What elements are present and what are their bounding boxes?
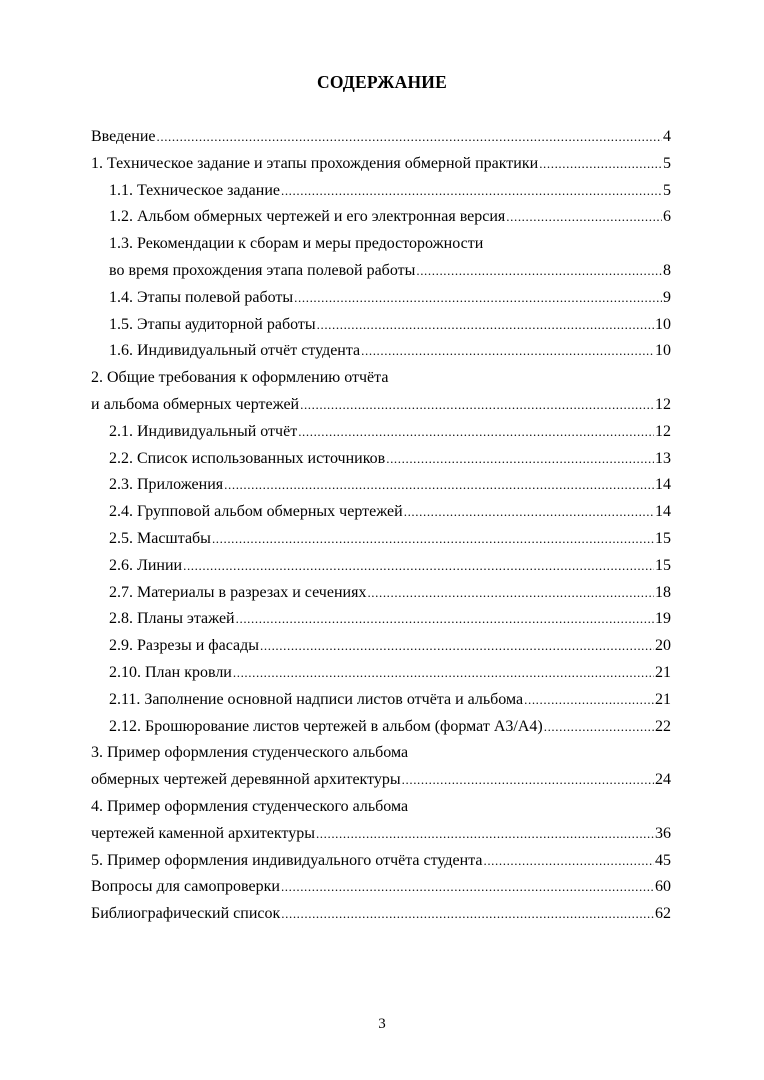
toc-entry-page: 8 <box>663 261 671 279</box>
toc-entry[interactable] <box>91 419 671 446</box>
toc-entry[interactable] <box>91 526 671 553</box>
toc-entry-page: 62 <box>655 905 671 923</box>
page-title: СОДЕРЖАНИЕ <box>316 72 447 92</box>
toc-entry[interactable] <box>91 714 671 741</box>
toc-entry[interactable] <box>91 848 671 875</box>
toc-leader-dots <box>281 901 654 928</box>
toc-leader-dots <box>183 553 654 580</box>
toc-entry[interactable] <box>91 767 671 794</box>
toc-entry-page: 24 <box>655 771 671 789</box>
toc-entry-title: 2.5. Масштабы <box>109 529 211 547</box>
toc-leader-dots <box>281 178 662 205</box>
toc-entry[interactable] <box>91 740 671 767</box>
toc-entry-title: 2.4. Групповой альбом обмерных чертежей <box>109 503 403 521</box>
toc-entry-title: 1. Техническое задание и этапы прохождения обмерной практики <box>91 154 539 172</box>
toc-leader-dots <box>300 392 654 419</box>
toc-entry-title: 1.6. Индивидуальный отчёт студента <box>109 342 361 360</box>
toc-entry-page: 60 <box>655 878 671 896</box>
toc-entry-page: 15 <box>655 529 671 547</box>
toc-entry[interactable] <box>91 285 671 312</box>
toc-entry[interactable] <box>91 204 671 231</box>
toc-entry[interactable] <box>91 231 671 258</box>
toc-entry-page: 19 <box>655 610 671 628</box>
toc-entry-page: 5 <box>663 181 671 199</box>
toc-entry-page: 5 <box>663 154 671 172</box>
toc-entry-title: Библиографический список <box>91 905 281 923</box>
toc-leader-dots <box>157 124 663 151</box>
toc-entry-page: 15 <box>655 556 671 574</box>
toc-entry[interactable] <box>91 312 671 339</box>
toc-entry[interactable] <box>91 660 671 687</box>
toc-entry-title: обмерных чертежей деревянной архитектуры <box>91 771 401 789</box>
toc-leader-dots <box>212 526 654 553</box>
toc-entry-page: 12 <box>655 422 671 440</box>
toc-leader-dots <box>281 874 654 901</box>
toc-entry[interactable] <box>91 472 671 499</box>
toc-entry-title: Вопросы для самопроверки <box>91 878 280 896</box>
toc-leader-dots <box>233 660 654 687</box>
toc-entry-title: 2.6. Линии <box>109 556 183 574</box>
toc-entry-title: 1.1. Техническое задание <box>109 181 280 199</box>
toc-entry-title: 1.4. Этапы полевой работы <box>109 288 294 306</box>
toc-entry-title: 3. Пример оформления студенческого альбома <box>91 744 409 762</box>
toc-entry[interactable] <box>91 178 671 205</box>
toc-entry[interactable] <box>91 821 671 848</box>
toc-leader-dots <box>317 312 654 339</box>
toc-entry-title: 2.3. Приложения <box>109 476 224 494</box>
toc-entry-page: 45 <box>655 851 671 869</box>
toc-entry[interactable] <box>91 258 671 285</box>
toc-leader-dots <box>260 633 654 660</box>
toc-entry-title: во время прохождения этапа полевой работы <box>109 261 416 279</box>
toc-leader-dots <box>539 151 662 178</box>
toc-entry-page: 20 <box>655 637 671 655</box>
toc-entry[interactable] <box>91 901 671 928</box>
toc-leader-dots <box>294 285 662 312</box>
toc-entry[interactable] <box>91 633 671 660</box>
toc-leader-dots <box>524 687 654 714</box>
toc-leader-dots <box>361 338 654 365</box>
toc-entry-title: 2. Общие требования к оформлению отчёта <box>91 369 389 387</box>
toc-entry-title: 2.10. План кровли <box>109 663 232 681</box>
toc-leader-dots <box>483 848 654 875</box>
toc-entry[interactable] <box>91 687 671 714</box>
toc-entry[interactable] <box>91 365 671 392</box>
toc-entry-page: 9 <box>663 288 671 306</box>
toc-leader-dots <box>298 419 654 446</box>
toc-leader-dots <box>544 714 654 741</box>
toc-entry-title: 1.2. Альбом обмерных чертежей и его электронная версия <box>109 208 506 226</box>
toc-leader-dots <box>416 258 662 285</box>
toc-entry-title: Введение <box>91 128 156 145</box>
toc-entry-title: 1.3. Рекомендации к сборам и меры предосторожности <box>109 235 484 253</box>
toc-entry-title: 2.1. Индивидуальный отчёт <box>109 422 298 440</box>
toc-entry[interactable] <box>91 794 671 821</box>
toc-entry-page: 21 <box>655 690 671 708</box>
toc-entry-page: 14 <box>655 503 671 521</box>
toc-entry[interactable] <box>91 151 671 178</box>
toc-entry-page: 10 <box>655 315 671 333</box>
toc-entry[interactable] <box>91 499 671 526</box>
toc-leader-dots <box>224 472 654 499</box>
toc-entry-title: 2.11. Заполнение основной надписи листов отчёта и альбома <box>109 690 524 708</box>
toc-leader-dots <box>236 606 654 633</box>
toc-entry-page: 6 <box>663 208 671 226</box>
toc-entry[interactable] <box>91 874 671 901</box>
toc-entry[interactable] <box>91 553 671 580</box>
toc-entry[interactable] <box>91 446 671 473</box>
toc-leader-dots <box>316 821 654 848</box>
toc-entry-title: 2.2. Список использованных источников <box>109 449 386 467</box>
toc-entry-page: 10 <box>655 342 671 360</box>
toc-entry-title: чертежей каменной архитектуры <box>91 824 315 842</box>
toc-entry-title: 2.9. Разрезы и фасады <box>109 637 260 655</box>
toc-entry-title: и альбома обмерных чертежей <box>91 395 300 413</box>
toc-entry-page: 14 <box>655 476 671 494</box>
toc-leader-dots <box>404 499 654 526</box>
toc-entry-title: 2.12. Брошюрование листов чертежей в альбом (формат А3/А4) <box>109 717 543 735</box>
toc-entry-title: 2.8. Планы этажей <box>109 610 235 628</box>
toc-entry-title: 2.7. Материалы в разрезах и сечениях <box>109 583 367 601</box>
toc-entry-page: 22 <box>655 717 671 735</box>
toc-entry-title: 4. Пример оформления студенческого альбома <box>91 797 409 815</box>
toc-entry-page: 4 <box>663 128 671 145</box>
toc-leader-dots <box>506 204 662 231</box>
toc-entry-page: 13 <box>655 449 671 467</box>
toc-entry-title: 1.5. Этапы аудиторной работы <box>109 315 316 333</box>
toc-entry[interactable] <box>91 606 671 633</box>
toc-entry-page: 18 <box>655 583 671 601</box>
toc-leader-dots <box>402 767 654 794</box>
toc-entry-page: 12 <box>655 395 671 413</box>
toc-entry[interactable] <box>91 124 671 151</box>
table-of-contents <box>91 124 671 928</box>
toc-entry[interactable] <box>91 338 671 365</box>
toc-leader-dots <box>367 580 654 607</box>
toc-entry[interactable] <box>91 580 671 607</box>
toc-leader-dots <box>386 446 654 473</box>
toc-entry-page: 36 <box>655 824 671 842</box>
toc-entry-title: 5. Пример оформления индивидуального отчёта студента <box>91 851 483 869</box>
toc-entry-page: 21 <box>655 663 671 681</box>
page-number: 3 <box>378 1016 386 1032</box>
toc-entry[interactable] <box>91 392 671 419</box>
